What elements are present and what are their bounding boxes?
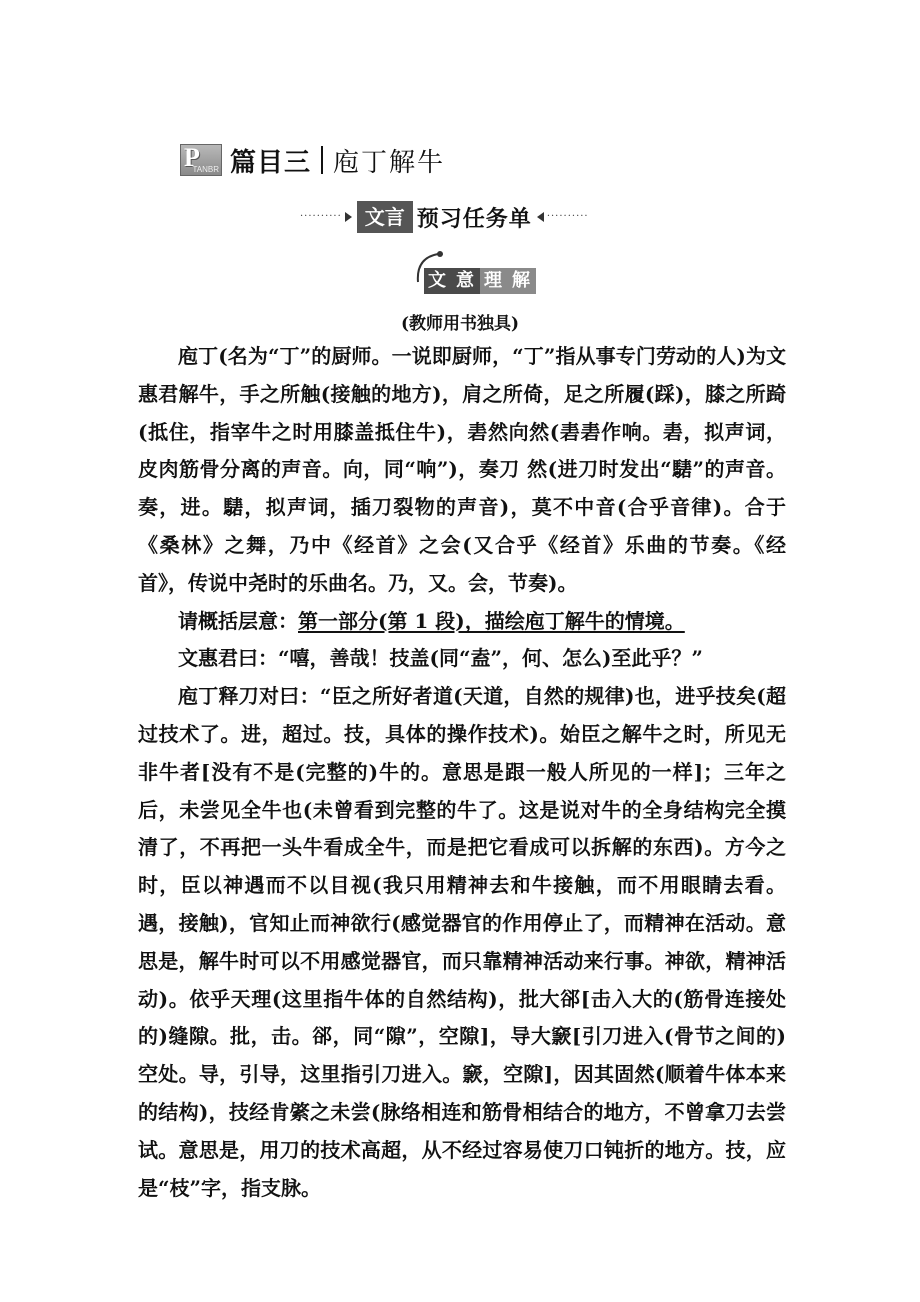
triangle-left-icon bbox=[537, 212, 544, 222]
section-char: 理 bbox=[480, 268, 508, 294]
banner-tag: 文言 bbox=[357, 201, 413, 233]
logo-subtext: TANBR bbox=[192, 165, 219, 174]
paragraph-4: 庖丁释刀对曰：“臣之所好者道(天道，自然的规律)也，进乎技矣(超过技术了。进，超过。技，具体的操作技术)。始臣之解牛之时，所见无非牛者[没有不是(完整的)牛的。意思是跟一般人所见的一样]；三年之后，未尝见全牛也(未曾看到完整的牛了。这是说对牛的全身结构完全摸清了，不再把一头牛看成全牛，而是把它看成可以拆解的东西)。方今之时，臣以神遇而不以目视(我只用精神去和牛接触，而不用眼睛去看。遇，接触)，官知止而神欲行(感觉器官的作用停止了，而精神在活动。意思是，解牛时可以不用感觉器官，而只靠精神活动来行事。神欲，精神活动)。依乎天理(这里指牛体的自然结构)，批大郤[击入大的(筋骨连接处的)缝隙。批，击。郤，同“隙”，空隙]，导大窾[引刀进入(骨节之间的)空处。导，引导，这里指引刀进入。窾，空隙]，因其固然(顺着牛体本来的结构)，技经肯綮之未尝(脉络相连和筋骨相结合的地方，不曾拿刀去尝试。意思是，用刀的技术高超，从不经过容易使刀口钝折的地方。技，应是“枝”字，指支脉。 bbox=[138, 684, 786, 1200]
task-banner bbox=[300, 200, 645, 234]
teacher-note: (教师用书独具) bbox=[400, 314, 520, 334]
chapter-title: 篇目三 bbox=[230, 147, 312, 178]
section-label bbox=[424, 268, 536, 294]
paragraph-1: 庖丁(名为“丁”的厨师。一说即厨师，“丁”指从事专门劳动的人)为文惠君解牛，手之所触(接触的地方)，肩之所倚，足之所履(踩)，膝之所踦(抵住，指宰牛之时用膝盖抵住牛)，砉然向然(砉砉作响。砉，拟声词，皮肉筋骨分离的声音。向，同“响”)，奏刀 然(进刀时发出“騞”的声音。奏，进。騞，拟声词，插刀裂物的声音)，莫不中音(合乎音律)。合于《桑林》之舞，乃中《经首》之会(又合乎《经首》乐曲的节奏。《经首》，传说中尧时的乐曲名。乃，又。会，节奏)。 bbox=[138, 344, 786, 595]
body-text bbox=[138, 338, 786, 1207]
banner-right-dots: ·········· bbox=[546, 211, 589, 222]
paragraph-3: 文惠君曰：“嘻，善哉！技盖(同“盍”，何、怎么)至此乎？” bbox=[178, 646, 703, 671]
triangle-right-icon bbox=[345, 212, 352, 222]
section-char: 解 bbox=[508, 268, 536, 294]
chapter-header bbox=[180, 140, 445, 180]
section-char: 意 bbox=[452, 268, 480, 294]
question-label: 请概括层意： bbox=[178, 608, 298, 633]
paragraph-2 bbox=[138, 603, 786, 641]
answer-text: 第一部分(第 1 段)，描绘庖丁解牛的情境。 bbox=[298, 608, 685, 633]
section-badge bbox=[410, 248, 545, 296]
lesson-title: 庖丁解牛 bbox=[333, 147, 446, 178]
banner-left-dots: ·········· bbox=[300, 211, 342, 222]
title-divider bbox=[321, 146, 323, 174]
logo-letter: P bbox=[184, 143, 200, 172]
p-logo-icon bbox=[180, 144, 222, 176]
section-char: 文 bbox=[424, 268, 452, 294]
banner-title: 预习任务单 bbox=[416, 205, 532, 232]
